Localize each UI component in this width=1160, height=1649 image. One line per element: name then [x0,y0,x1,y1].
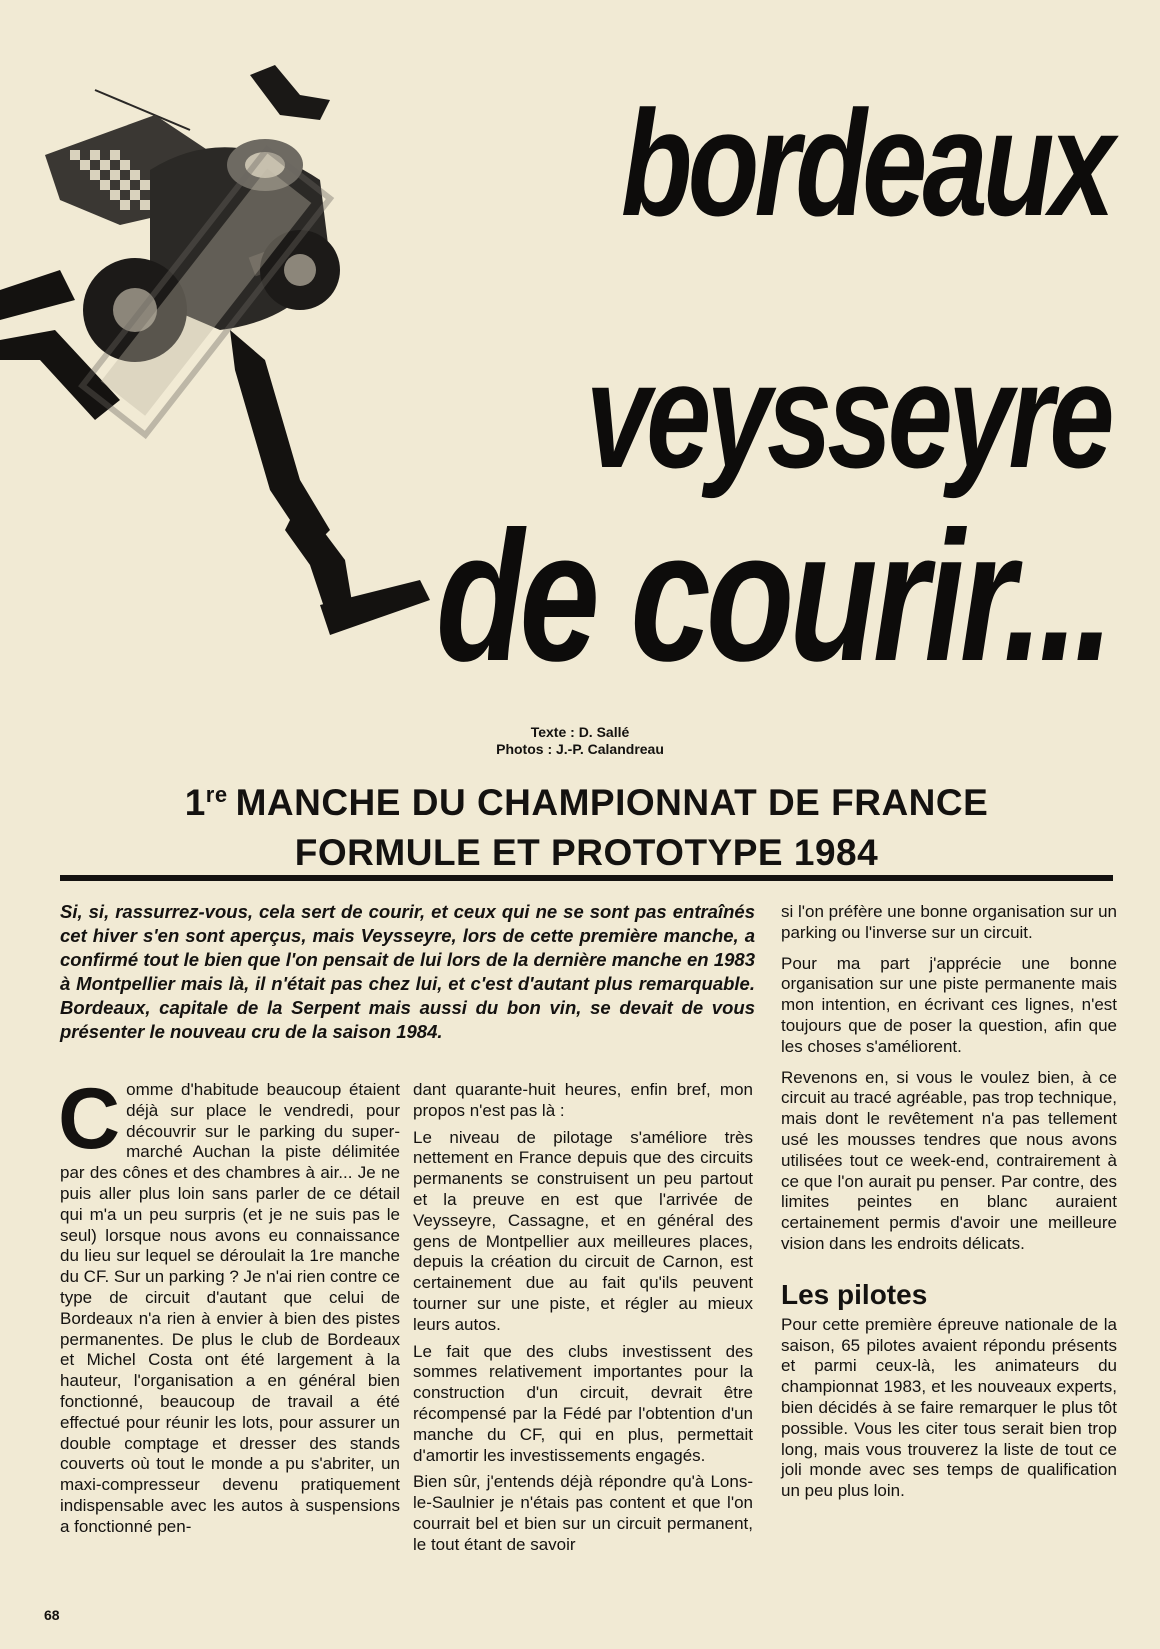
body-column-3 [781,902,1117,1512]
author-credit: Texte : D. Sallé [530,724,630,740]
body-paragraph: Pour cette première épreuve nationale de la saison, 65 pilotes avaient répondu présents et parmi ceux-là, les animateurs du championnat 1983, et les nouveaux experts, bien décidés à se faire remarquer le plus tôt possible. Vous les citer tous serait bien trop long, mais vous trouverez la liste de tout ce joli monde avec ses temps de qualification un peu plus loin. [781,1314,1117,1501]
body-paragraph: Pour ma part j'apprécie une bonne organisation sur une piste permanente mais mon intention, en écrivant ces lignes, n'est toujours que de poser la question, afin que les choses s'améliorent. [781,953,1117,1056]
divider-rule [60,875,1113,881]
paragraph-text: omme d'habitude beaucoup étaient déjà sur place le vendredi, pour découvrir sur le parking du super-marché Auchan la piste délimitée par des cônes et des chambres à air... Je ne puis aller plus loin sans parler de ce détail qui m'a un peu surpris (et je ne suis pas le seul) lorsque nous avons eu connaissance du lieu sur lequel se déroulait la 1re manche du CF. Sur un parking ? Je n'ai rien contre ce type de circuit d'autant que celui de Bordeaux n'a rien à envier à bien des pistes permanentes. De plus le club de Bordeaux et Michel Costa ont été largement à la hauteur, l'organisation a en général bien fonctionné, beaucoup de travail a été effectué pour réunir les lots, pour assurer un double comptage et dresser des stands couverts où tout le monde a pu s'abriter, un maxi-compresseur devenu pratiquement indispensable avec les autos à suspensions a fonctionné pen- [60,1080,400,1536]
ordinal-number: 1 [184,782,206,823]
body-paragraph [58,1071,400,1538]
body-paragraph: Revenons en, si vous le voulez bien, à ce circuit au tracé agréable, pas trop technique, mais dont le revêtement n'a pas tellement usé les mousses tendres que nous avons utilisées tout ce week-end, contrairement à ce que l'on aurait pu penser. Par contre, des limites peintes en blanc auraient certainement permis d'avoir une meilleure vision dans les endroits délicats. [781,1067,1117,1253]
body-column-1 [58,1071,400,1544]
title-line-2: veysseyre [586,331,1110,499]
article-subtitle [60,770,1113,878]
title-line-3: de courir... [436,494,1110,700]
body-paragraph: Le niveau de pilotage s'améliore très nettement en France depuis que des circuits permanents se construisent un peu partout et la preuve en est que l'arrivée de Veysseyre, Cassagne, et en général des gens de Montpellier aux meilleures places, depuis la création du circuit de Carnon, est certainement due au fait qu'ils peuvent tourner sur une piste, et régler au mieux leurs autos. [413,1127,753,1334]
body-column-2 [413,1080,753,1562]
article-lead: Si, si, rassurrez-vous, cela sert de courir, et ceux qui ne se sont pas entraînés cet hiver s'en sont aperçus, mais Veysseyre, lors de cette première manche, a confirmé tout le bien que l'on pensait de lui lors de la dernière manche en 1983 à Montpellier mais là, il n'était pas chez lui, et c'est d'autant plus remarquable. Bordeaux, capitale de la Serpent mais aussi du bon vin, se devait de vous présenter le nouveau cru de la saison 1984. [60,901,755,1042]
page-number: 68 [44,1607,60,1623]
drop-cap: C [58,1071,121,1167]
subtitle-text-1: MANCHE DU CHAMPIONNAT DE FRANCE [235,782,989,823]
body-paragraph: Le fait que des clubs investissent des sommes relativement importantes pour la construction d'un circuit, devrait être récompensé par la Fédé par l'obtention d'un manche du CF, qui en plus, permettait d'amortir les investissements engagés. [413,1341,753,1465]
subtitle-line-1 [60,770,1113,828]
body-paragraph: dant quarante-huit heures, enfin bref, mon propos n'est pas là : [413,1080,753,1120]
ordinal-suffix: re [205,782,228,807]
body-paragraph: si l'on préfère une bonne organisation sur un parking ou l'inverse sur un circuit. [781,902,1117,942]
section-heading: Les pilotes [781,1278,928,1310]
subtitle-line-2: FORMULE ET PROTOTYPE 1984 [294,832,879,873]
credits [440,724,720,758]
photo-credit: Photos : J.-P. Calandreau [496,741,664,757]
photo-overlap [0,352,125,480]
body-paragraph: Bien sûr, j'entends déjà répondre qu'à Lons-le-Saulnier je n'étais pas content et que l'on courrait bel et bien sur un circuit permanent, le tout étant de savoir [413,1472,753,1554]
title-line-1: bordeaux [620,79,1110,247]
